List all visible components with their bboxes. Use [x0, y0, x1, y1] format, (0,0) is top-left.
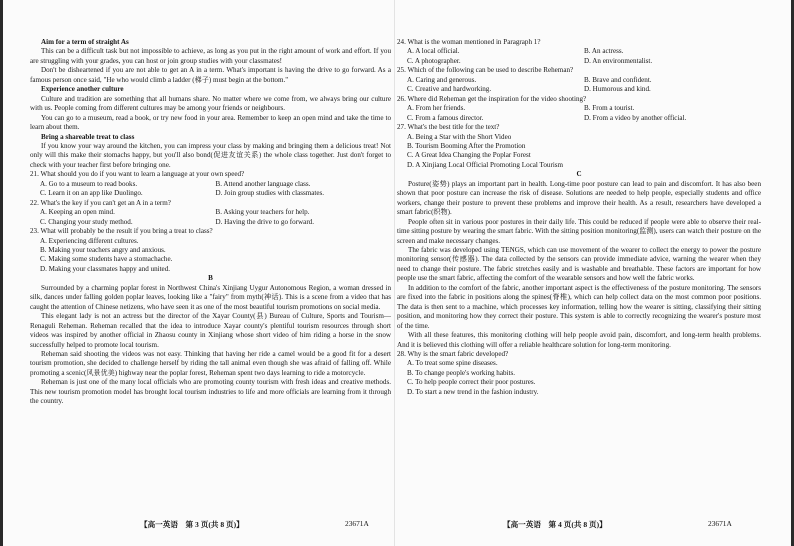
answer-option: C. Making some students have a stomachache. — [40, 255, 173, 264]
answer-option: D. From a video by another official. — [584, 113, 687, 122]
paragraph: Surrounded by a charming poplar forest in Northwest China's Xinjiang Uygur Autonomous Region, a woman dressed in silk, dances under falling golden poplar leaves, looking like a "fairy" from myth(神话). This is a scene from a video that has caught the attention of Chinese netizens, who have seen it as one of the most beautiful tourism promotions on social media. — [30, 283, 391, 311]
answer-option: A. Keeping an open mind. — [40, 208, 115, 217]
paragraph: You can go to a museum, read a book, or try new food in your area. Remember to keep an open mind and take the time to learn about them. — [30, 113, 391, 132]
question-stem: 22. What's the key if you can't get an A in a term? — [30, 198, 171, 207]
questions-24-27 — [397, 38, 761, 170]
question-28 — [397, 350, 761, 397]
subheading: Experience another culture — [41, 85, 124, 94]
answer-option: D. An environmentalist. — [584, 56, 653, 65]
answer-option: A. A local official. — [407, 47, 460, 56]
option-row — [397, 47, 761, 56]
answer-option: C. Creative and hardworking. — [407, 85, 492, 94]
option-row — [30, 180, 391, 189]
question-stem: 28. Why is the smart fabric developed? — [397, 349, 509, 358]
answer-option: D. Humorous and kind. — [584, 85, 651, 94]
answer-option: C. Changing your study method. — [40, 217, 133, 226]
answer-option: A. To treat some spine diseases. — [407, 359, 498, 368]
left-page-footer: 【高一英语 第 3 页(共 8 页)】 — [140, 520, 244, 529]
answer-option: D. Making your classmates happy and united. — [40, 264, 171, 273]
paragraph: If you know your way around the kitchen, you can impress your class by making and bringing them a delicious treat! Not only will this make their stomachs happy, but you'll also bond(促进友谊关系) the whole class together. Just don't forget to check with your teacher first before bringing one. — [30, 141, 391, 169]
question-stem: 21. What should you do if you want to learn a language at your own speed? — [30, 170, 245, 179]
option-row — [30, 218, 391, 227]
answer-option: B. To change people's working habits. — [407, 368, 516, 377]
option-row — [397, 104, 761, 113]
answer-option: D. To start a new trend in the fashion industry. — [407, 387, 539, 396]
answer-option: B. Attend another language class. — [215, 179, 311, 188]
answer-option: B. From a tourist. — [584, 104, 635, 113]
paragraph: Reheman said shooting the videos was not easy. Thinking that having her ride a camel would be a good fit for a desert tourism promotion, she decided to challenge herself by riding the tall animal even though she was afraid of falling off. While promoting a scenic(风景优美) highway near the poplar forest, Reheman spent two days learning to ride a motorcycle. — [30, 349, 391, 377]
section-b-label: B — [208, 274, 213, 283]
left-column — [30, 38, 391, 407]
answer-option: A. Caring and generous. — [407, 75, 477, 84]
subheading: Bring a shareable treat to class — [41, 132, 135, 141]
right-page-code: 23671A — [708, 519, 732, 528]
right-column — [397, 38, 761, 397]
paragraph: People often sit in various poor postures in their daily life. This could be reduced if people were able to observe their real-time sitting posture by wearing the smart fabric. With the sitting position monitoring(监测), users can watch their posture on the screen and make necessary changes. — [397, 217, 761, 245]
answer-option: C. To help people correct their poor postures. — [407, 378, 536, 387]
answer-option: D. A Xinjiang Local Official Promoting Local Tourism — [407, 160, 564, 169]
passage-a — [30, 38, 391, 170]
answer-option: A. From her friends. — [407, 104, 466, 113]
paragraph: Don't be disheartened if you are not able to get an A in a term. What's important is having the drive to go forward. As a famous person once said, "He who would climb a ladder (梯子) must begin at the bottom." — [30, 66, 391, 84]
passage-c — [397, 180, 761, 350]
option-row — [397, 57, 761, 66]
paragraph: This elegant lady is not an actress but the director of the Xayar County(县) Bureau of Culture, Sports and Tourism—Renaguli Reheman. Reheman recalled that the idea to introduce Xayar county's plentiful tourism resources through short videos was inspired by another official in Zhaosu county in Xinjiang whose short video of him riding a horse in the snow successfully helped to promote local tourism. — [30, 312, 391, 349]
answer-option: C. Learn it on an app like Duolingo. — [40, 189, 143, 198]
questions-21-23 — [30, 170, 391, 274]
paragraph: Reheman is just one of the many local officials who are promoting county tourism with fresh ideas and creative methods. This new tourism promotion model has brought local tourism industries to life and more officials are learning from it through the country. — [30, 378, 391, 406]
answer-option: A. Being a Star with the Short Video — [407, 132, 512, 141]
answer-option: B. Asking your teachers for help. — [215, 208, 310, 217]
option-row — [397, 114, 761, 123]
answer-option: B. Making your teachers angry and anxious. — [40, 245, 166, 254]
paragraph: With all these features, this monitoring clothing will help people avoid pain, discomfort, and long-term health problems. And it is believed this clothing will offer a reliable healthcare solution for long-term monitoring. — [397, 331, 761, 349]
paragraph: The fabric was developed using TENGS, which can use movement of the wearer to collect the energy to power the posture monitoring sensor(传感器). The data collected by the sensors can provide immediate advice, warning the wearer when they need to change their posture. The fabric stretches easily and is washable and breathable. These factors are important for how people use the smart fabric, affecting the comfort of the wearable sensors and how well the fabric works. — [397, 245, 761, 283]
answer-option: C. From a famous director. — [407, 113, 484, 122]
passage-b — [30, 284, 391, 407]
answer-option: B. Brave and confident. — [584, 75, 652, 84]
left-page-code: 23671A — [345, 519, 369, 528]
paragraph: This can be a difficult task but not impossible to achieve, as long as you put in the right amount of work and effort. If you are struggling with your grades, you can host or join group studies with your classmates! — [30, 47, 391, 65]
question-stem: 24. What is the woman mentioned in Paragraph 1? — [397, 38, 541, 46]
paragraph: Culture and tradition are something that all humans share. No matter where we come from, we always bring our culture with us. People coming from different cultures may be among your friends or neighbours. — [30, 94, 391, 113]
page-fold — [394, 0, 395, 546]
question-stem: 25. Which of the following can be used to describe Reheman? — [397, 66, 574, 75]
answer-option: B. Tourism Booming After the Promotion — [407, 141, 526, 150]
question-stem: 23. What will probably be the result if you bring a treat to class? — [30, 227, 213, 236]
answer-option: B. An actress. — [584, 47, 624, 56]
answer-option: A. Experiencing different cultures. — [40, 236, 139, 245]
option-row — [397, 85, 761, 94]
answer-option: C. A photographer. — [407, 56, 461, 65]
paragraph: In addition to the comfort of the fabric, another important aspect is the effectiveness of the posture monitoring. The sensors are fixed into the fabric in positions along the spines(脊椎), which can help collect data on the most common poor positions. The data is then sent to a machine, which processes key information, telling how the wearer is sitting, classifying their sitting position, and monitoring how they correct their posture. This system is able to correctly recognizing the wearer's posture most of the time. — [397, 283, 761, 330]
answer-option: D. Having the drive to go forward. — [215, 217, 314, 226]
question-stem: 26. Where did Reheman get the inspiration for the video shooting? — [397, 94, 587, 103]
answer-option: A. Go to a museum to read books. — [40, 179, 138, 188]
right-page-footer: 【高一英语 第 4 页(共 8 页)】 — [503, 520, 607, 529]
question-stem: 27. What's the best title for the text? — [397, 123, 500, 132]
option-row — [397, 76, 761, 85]
option-row — [30, 208, 391, 217]
subheading: Aim for a term of straight As — [41, 38, 129, 46]
section-c-label: C — [576, 170, 582, 179]
option-row — [30, 189, 391, 198]
answer-option: C. A Great Idea Changing the Poplar Forest — [407, 151, 531, 160]
scan-edge-left — [0, 0, 3, 546]
answer-option: D. Join group studies with classmates. — [215, 189, 325, 198]
paragraph: Posture(姿势) plays an important part in health. Long-time poor posture can lead to pain and discomfort. It has also been shown that poor posture can increase the risk of disease. Solutions are needed to help people, especially students and office workers, change their posture to prevent these problems and improve their health. As a result, researchers have developed a smart fabric(织物). — [397, 179, 761, 217]
